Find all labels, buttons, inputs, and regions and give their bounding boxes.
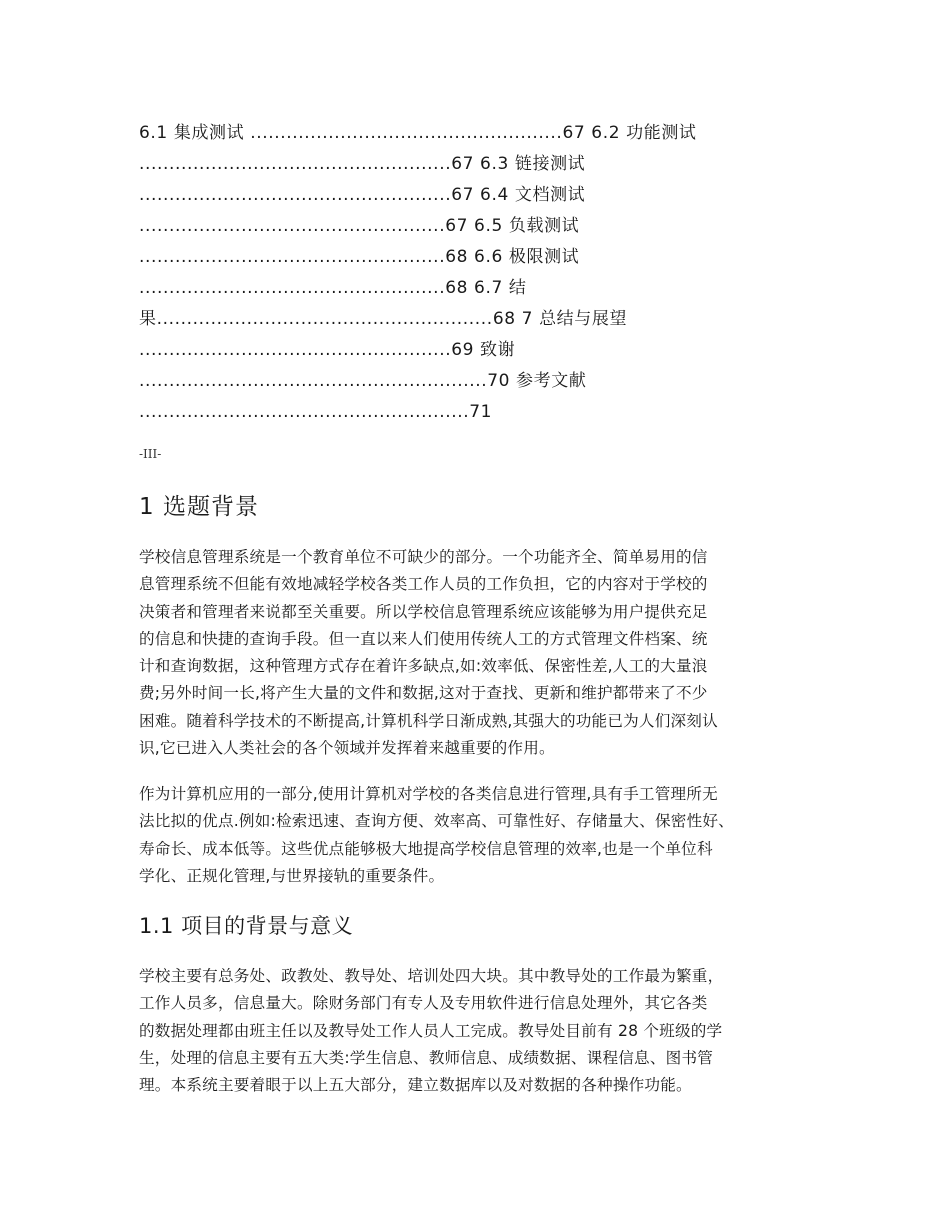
toc-line: ....................................................67 6.3 链接测试 xyxy=(139,154,586,174)
body-paragraph xyxy=(139,544,829,762)
toc-line: 果........................................................68 7 总结与展望 xyxy=(139,309,628,329)
toc-line: ..........................................................70 参考文献 xyxy=(139,371,587,391)
toc-line: ...................................................67 6.5 负载测试 xyxy=(139,216,580,236)
paragraph-line: 计和查询数据，这种管理方式存在着许多缺点,如:效率低、保密性差,人工的大量浪 xyxy=(139,657,708,676)
toc-line: .......................................................71 xyxy=(139,402,493,422)
paragraph-line: 的信息和快捷的查询手段。但一直以来人们使用传统人工的方式管理文件档案、统 xyxy=(139,629,708,648)
paragraph-line: 的数据处理都由班主任以及教导处工作人员人工完成。教导处目前有 28 个班级的学 xyxy=(139,1021,723,1040)
paragraph-line: 识,它已进入人类社会的各个领域并发挥着来越重要的作用。 xyxy=(139,739,555,758)
paragraph-line: 作为计算机应用的一部分,使用计算机对学校的各类信息进行管理,具有手工管理所无 xyxy=(139,785,718,803)
paragraph-line: 生，处理的信息主要有五大类:学生信息、教师信息、成绩数据、课程信息、图书管 xyxy=(139,1048,714,1067)
paragraph-line: 决策者和管理者来说都至关重要。所以学校信息管理系统应该能够为用户提供充足 xyxy=(139,602,708,621)
paragraph-line: 学校信息管理系统是一个教育单位不可缺少的部分。一个功能齐全、简单易用的信 xyxy=(139,548,708,566)
page-number: -III- xyxy=(139,447,162,461)
subsection-heading: 1.1 项目的背景与意义 xyxy=(139,914,354,938)
paragraph-line: 费;另外时间一长,将产生大量的文件和数据,这对于查找、更新和维护都带来了不少 xyxy=(139,684,708,703)
toc-line: ...................................................68 6.7 结 xyxy=(139,278,527,298)
paragraph-line: 息管理系统不但能有效地减轻学校各类工作人员的工作负担，它的内容对于学校的 xyxy=(139,575,708,594)
paragraph-line: 工作人员多，信息量大。除财务部门有专人及专用软件进行信息处理外，其它各类 xyxy=(139,994,708,1013)
paragraph-line: 困难。随着科学技术的不断提高,计算机科学日渐成熟,其强大的功能已为人们深刻认 xyxy=(139,711,718,730)
table-of-contents xyxy=(139,118,839,428)
toc-line: ....................................................69 致谢 xyxy=(139,340,516,360)
toc-line: ....................................................67 6.4 文档测试 xyxy=(139,185,586,205)
paragraph-line: 寿命长、成本低等。这些优点能够极大地提高学校信息管理的效率,也是一个单位科 xyxy=(139,839,713,858)
body-paragraph xyxy=(139,963,829,1099)
section-heading: 1 选题背景 xyxy=(139,494,259,520)
toc-line: 6.1 集成测试 ....................................................67 6.2 功能测试 xyxy=(139,123,697,143)
paragraph-line: 法比拟的优点.例如:检索迅速、查询方便、效率高、可靠性好、存储量大、保密性好、 xyxy=(139,812,734,831)
paragraph-line: 学化、正规化管理,与世界接轨的重要条件。 xyxy=(139,866,445,885)
toc-line: ...................................................68 6.6 极限测试 xyxy=(139,247,580,267)
body-paragraph xyxy=(139,781,829,890)
paragraph-line: 理。本系统主要着眼于以上五大部分，建立数据库以及对数据的各种操作功能。 xyxy=(139,1076,692,1095)
paragraph-line: 学校主要有总务处、政教处、教导处、培训处四大块。其中教导处的工作最为繁重， xyxy=(139,967,724,985)
